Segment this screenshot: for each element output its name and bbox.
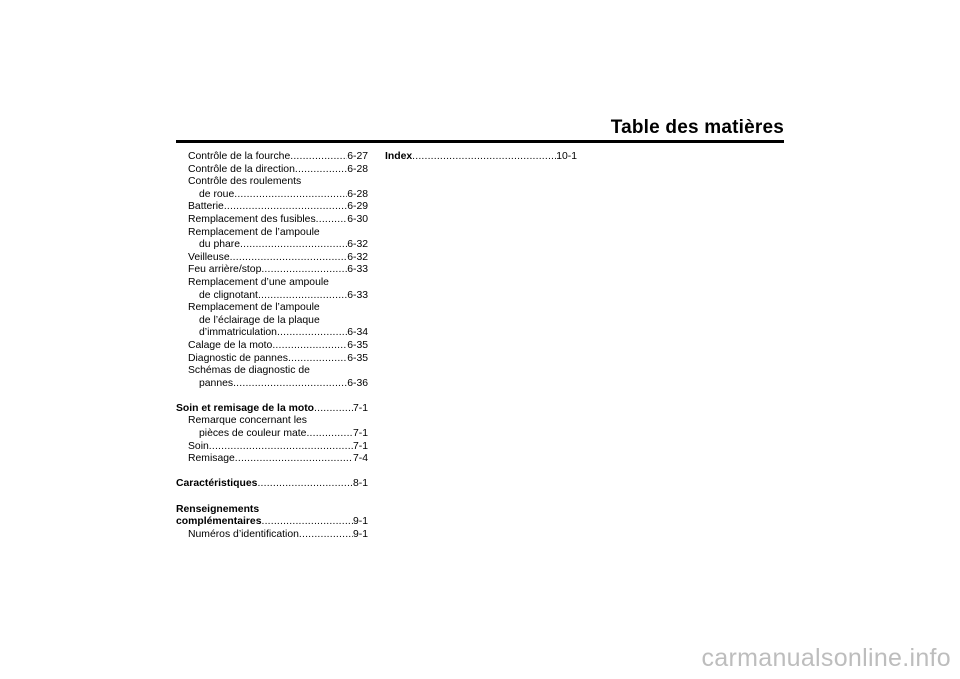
toc-entry-page: 6-34 (347, 327, 368, 339)
toc-entry-title: de clignotant (199, 289, 258, 301)
section-gap (176, 466, 368, 479)
toc-entry-title: de roue (199, 188, 235, 200)
toc-entry-page: 7-1 (352, 428, 368, 440)
toc-entry-page: 6-35 (347, 339, 368, 351)
toc-entry[interactable] (176, 353, 368, 366)
toc-entry[interactable] (176, 151, 368, 164)
toc-entry[interactable] (176, 415, 368, 428)
dot-leader (230, 252, 348, 265)
toc-entry-page: 6-35 (347, 352, 368, 364)
toc-entry-title: Batterie (188, 201, 224, 213)
toc-entry-page: 6-27 (347, 151, 368, 162)
toc-entry-page: 6-33 (347, 264, 368, 276)
toc-entry-title: pièces de couleur mate (199, 428, 307, 440)
toc-entry-page: 7-1 (352, 402, 368, 414)
page-title: Table des matières (610, 117, 784, 138)
toc-entry-title: Remarque concernant les (188, 415, 307, 427)
dot-leader (240, 239, 347, 252)
toc-entry[interactable] (176, 290, 368, 303)
toc-entry-title: Schémas de diagnostic de (188, 365, 310, 377)
toc-entry-title: Index (385, 151, 413, 162)
toc-entry-page: 8-1 (352, 478, 368, 490)
dot-leader (272, 340, 347, 353)
toc-entry-title: Remplacement de l’ampoule (188, 226, 320, 238)
toc-entry-page: 7-4 (352, 453, 368, 465)
toc-entry-title: Caractéristiques (176, 478, 258, 490)
toc-entry-title: Veilleuse (188, 251, 230, 263)
toc-column-left (176, 151, 368, 541)
dot-leader (288, 353, 347, 366)
section-gap (176, 491, 368, 504)
toc-entry-page: 10-1 (556, 151, 577, 162)
toc-entry[interactable] (176, 403, 368, 416)
toc-entry[interactable] (176, 441, 368, 454)
toc-entry-title: d’immatriculation (199, 327, 277, 339)
toc-entry[interactable] (176, 378, 368, 391)
toc-entry-title: Remplacement d’une ampoule (188, 276, 329, 288)
toc-entry-title: Contrôle des roulements (188, 176, 302, 188)
toc-entry[interactable] (176, 478, 368, 491)
dot-leader (261, 516, 352, 529)
dot-leader (261, 264, 347, 277)
dot-leader (295, 164, 347, 177)
dot-leader (314, 403, 353, 416)
toc-entry[interactable] (176, 315, 368, 328)
toc-entry-title: complémentaires (176, 516, 262, 528)
toc-entry-title: Calage de la moto (188, 339, 273, 351)
toc-entry[interactable] (176, 227, 368, 240)
toc-entry[interactable] (176, 164, 368, 177)
toc-entry[interactable] (176, 189, 368, 202)
toc-entry-page: 6-33 (347, 289, 368, 301)
toc-entry[interactable] (176, 365, 368, 378)
toc-entry[interactable] (176, 516, 368, 529)
toc-entry-title: Diagnostic de pannes (188, 352, 288, 364)
dot-leader (306, 428, 353, 441)
dot-leader (316, 214, 348, 227)
dot-leader (235, 453, 353, 466)
toc-entry[interactable] (176, 239, 368, 252)
dot-leader (290, 151, 347, 164)
toc-entry-page: 6-28 (347, 163, 368, 175)
toc-entry-title: Remplacement de l’ampoule (188, 302, 320, 314)
toc-entry[interactable] (176, 428, 368, 441)
toc-entry[interactable] (176, 176, 368, 189)
dot-leader (233, 378, 347, 391)
toc-entry-title: de l’éclairage de la plaque (199, 314, 320, 326)
dot-leader (258, 290, 347, 303)
toc-entry-page: 6-29 (347, 201, 368, 213)
toc-entry[interactable] (176, 214, 368, 227)
toc-entry-page: 9-1 (352, 516, 368, 528)
toc-entry[interactable] (176, 277, 368, 290)
dot-leader (412, 151, 556, 164)
toc-entry-page: 6-32 (347, 251, 368, 263)
toc-entry[interactable] (176, 201, 368, 214)
toc-entry[interactable] (385, 151, 577, 164)
toc-entry[interactable] (176, 453, 368, 466)
toc-entry[interactable] (176, 529, 368, 542)
toc-entry[interactable] (176, 252, 368, 265)
toc-entry-page: 6-30 (347, 213, 368, 225)
watermark: carmanualsonline.info (701, 644, 951, 672)
toc-entry-title: Remplacement des fusibles (188, 213, 316, 225)
toc-entry-title: Feu arrière/stop (188, 264, 262, 276)
toc-entry-page: 7-1 (352, 440, 368, 452)
toc-entry-title: Contrôle de la fourche (188, 151, 291, 162)
toc-entry-title: Contrôle de la direction (188, 163, 295, 175)
toc-entry[interactable] (176, 327, 368, 340)
toc-entry-page: 6-32 (347, 239, 368, 251)
dot-leader (224, 201, 347, 214)
section-gap (176, 390, 368, 403)
toc-entry-title: Remisage (188, 453, 235, 465)
toc-entry-title: Soin (188, 440, 209, 452)
header-rule (176, 140, 784, 143)
dot-leader (234, 189, 347, 202)
toc-entry[interactable] (176, 302, 368, 315)
toc-column-right (385, 151, 577, 164)
toc-entry-title: Soin et remisage de la moto (176, 402, 315, 414)
toc-entry-page: 6-28 (347, 188, 368, 200)
toc-entry-title: Renseignements (176, 503, 260, 515)
dot-leader (299, 529, 353, 542)
toc-entry[interactable] (176, 264, 368, 277)
dot-leader (257, 478, 353, 491)
dot-leader (209, 441, 353, 454)
toc-entry-page: 9-1 (352, 528, 368, 540)
dot-leader (277, 327, 347, 340)
toc-entry[interactable] (176, 504, 368, 517)
toc-entry-title: Numéros d’identification (188, 528, 299, 540)
toc-entry-title: du phare (199, 239, 241, 251)
toc-entry-title: pannes (199, 377, 234, 389)
toc-entry-page: 6-36 (347, 377, 368, 389)
toc-entry[interactable] (176, 340, 368, 353)
